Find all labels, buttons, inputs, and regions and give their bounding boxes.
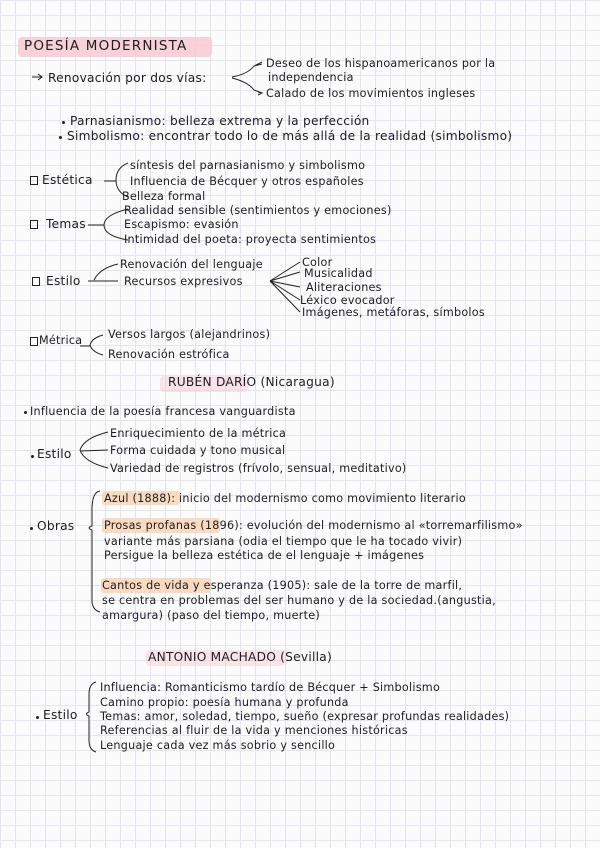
machado-estilo-label: Estilo [43, 708, 78, 722]
temas-item: Realidad sensible (sentimientos y emociones) [124, 204, 392, 217]
bullet-dot [30, 527, 33, 530]
dario-name: RUBÉN DARÍO [168, 375, 257, 389]
checkbox-icon [32, 277, 40, 286]
cantos-line: se centra en problemas del ser humano y de la sociedad.(angustia, [102, 594, 496, 607]
estilo-item: Recursos expresivos [124, 275, 243, 288]
prosas-title: Prosas profanas [104, 519, 197, 532]
cantos-title: Cantos de vida [102, 579, 190, 592]
prosas-line: variante más parsiana (odia el tiempo que le ha tocado vivir) [104, 535, 463, 548]
recurso-item: Imágenes, metáforas, símbolos [302, 306, 485, 319]
renovacion-label: Renovación por dos vías: [48, 71, 207, 85]
movement-simbolismo: Simbolismo: encontrar todo lo de más allá de la realidad (simbolismo) [67, 129, 513, 143]
bullet-dot [24, 411, 27, 414]
dario-estilo-item: Enriquecimiento de la métrica [110, 427, 287, 440]
recurso-item: Léxico evocador [300, 294, 395, 307]
estetica-label: Estética [42, 173, 93, 187]
bullet-dot [36, 716, 39, 719]
obra-cantos [102, 579, 462, 593]
estilo-label: Estilo [46, 274, 81, 288]
metrica-item: Versos largos (alejandrinos) [108, 328, 271, 341]
recurso-item: Color [302, 256, 333, 269]
checkbox-icon [30, 176, 38, 185]
machado-item: Referencias al fluir de la vida y menciones históricas [100, 724, 408, 737]
bullet-dot [59, 136, 62, 139]
temas-item: Escapismo: evasión [124, 218, 239, 231]
renovacion-item-1: Deseo de los hispanoamericanos por la [266, 57, 496, 70]
dario-influence: Influencia de la poesía francesa vanguardista [30, 405, 296, 418]
checkbox-icon [30, 337, 38, 346]
obra-azul [104, 492, 466, 506]
prosas-text: (1896): evolución del modernismo al «torremarfilismo» [200, 519, 523, 532]
metrica-item: Renovación estrófica [108, 348, 230, 361]
azul-text: : inicio del modernismo como movimiento literario [171, 492, 466, 505]
dario-estilo-label: Estilo [37, 447, 72, 461]
estetica-item: Influencia de Bécquer y otros españoles [130, 175, 364, 188]
recurso-item: Aliteraciones [306, 281, 382, 294]
movement-parnasianismo: Parnasianismo: belleza extrema y la perfección [70, 114, 370, 128]
bullet-dot [62, 121, 65, 124]
machado-item: Lenguaje cada vez más sobrio y sencillo [100, 739, 336, 752]
bullet-dot [31, 455, 34, 458]
machado-name: ANTONIO MACHADO [148, 650, 277, 664]
page-title: POESÍA MODERNISTA [24, 38, 188, 54]
machado-item: Influencia: Romanticismo tardío de Bécquer + Simbolismo [100, 681, 441, 694]
temas-item: Intimidad del poeta: proyecta sentimientos [124, 233, 377, 246]
machado-item: Camino propio: poesía humana y profunda [100, 696, 349, 709]
dario-estilo-item: Forma cuidada y tono musical [110, 444, 286, 457]
machado-item: Temas: amor, soledad, tiempo, sueño (expresar profundas realidades) [100, 710, 510, 723]
cantos-line: amargura) (paso del tiempo, muerte) [102, 609, 320, 622]
dario-place: (Nicaragua) [260, 375, 335, 389]
machado-heading [148, 650, 332, 664]
cantos-text: y esperanza (1905): sale de la torre de marfil, [192, 579, 463, 592]
dario-heading [168, 375, 335, 389]
recurso-item: Musicalidad [304, 267, 373, 280]
temas-label: Temas [46, 217, 86, 231]
prosas-line: Persigue la belleza estética de el lenguaje + imágenes [104, 549, 425, 562]
estetica-item: síntesis del parnasianismo y simbolismo [130, 159, 366, 172]
renovacion-item-1b: independencia [268, 71, 354, 84]
estetica-item: Belleza formal [122, 190, 206, 203]
dario-estilo-item: Variedad de registros (frívolo, sensual, meditativo) [110, 462, 407, 475]
checkbox-icon [30, 220, 38, 229]
obra-prosas [104, 519, 523, 533]
machado-place: (Sevilla) [280, 650, 333, 664]
azul-title: Azul (1888) [104, 492, 172, 505]
renovacion-item-2: Calado de los movimientos ingleses [266, 87, 476, 100]
dario-obras-label: Obras [37, 519, 75, 533]
metrica-label: Métrica [39, 334, 83, 347]
estilo-item: Renovación del lenguaje [120, 258, 263, 271]
